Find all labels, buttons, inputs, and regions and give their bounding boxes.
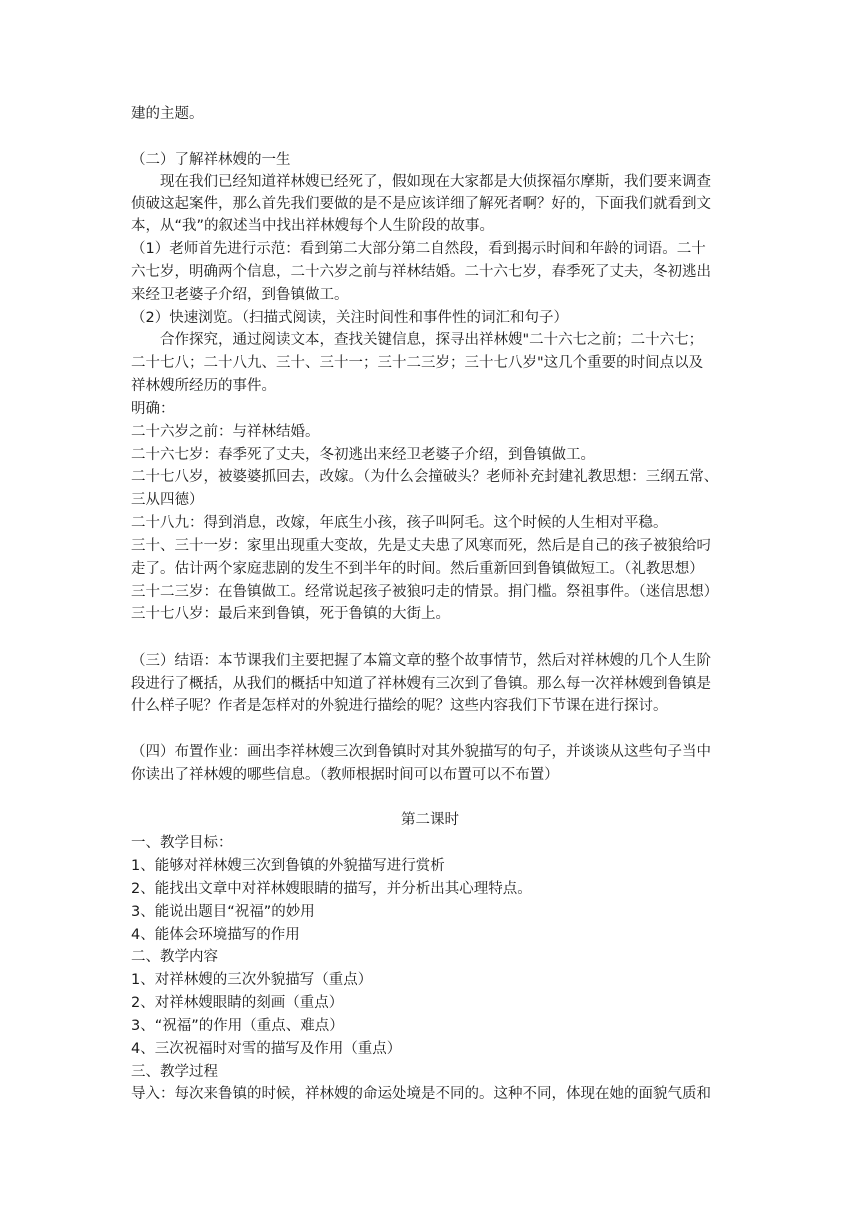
text-line: 三十二三岁：在鲁镇做工。经常说起孩子被狼叼走的情景。捐门槛。祭祖事件。（迷信思想） xyxy=(131,584,719,600)
section-heading: （二）了解祥林嫂的一生 xyxy=(131,152,291,168)
text-line: 来经卫老婆子介绍，到鲁镇做工。 xyxy=(131,287,349,303)
text-line: 1、对祥林嫂的三次外貌描写（重点） xyxy=(131,972,373,988)
text-line: 2、对祥林嫂眼睛的刻画（重点） xyxy=(131,995,344,1011)
text-line: 二十八九：得到消息，改嫁，年底生小孩，孩子叫阿毛。这个时候的人生相对平稳。 xyxy=(131,515,668,531)
text-line: 段进行了概括，从我们的概括中知道了祥林嫂有三次到了鲁镇。那么每一次祥林嫂到鲁镇是 xyxy=(131,676,711,692)
text-line: 二十七八；二十八九、三十、三十一；三十二三岁；三十七八岁"这几个重要的时间点以及 xyxy=(131,355,704,371)
lesson-title: 第二课时 xyxy=(401,812,459,828)
section-heading: （三）结语：本节课我们主要把握了本篇文章的整个故事情节，然后对祥林嫂的几个人生阶 xyxy=(131,653,711,669)
text-line: （1）老师首先进行示范：看到第二大部分第二自然段，看到揭示时间和年龄的词语。二十 xyxy=(131,241,706,257)
text-line: 什么样子呢？作者是怎样对的外貌进行描绘的呢？这些内容我们下节课在进行探讨。 xyxy=(131,698,668,714)
text-line: 三、教学过程 xyxy=(131,1064,218,1080)
text-line: 三十七八岁：最后来到鲁镇，死于鲁镇的大街上。 xyxy=(131,606,450,622)
text-line: 三从四德） xyxy=(131,492,204,508)
text-line: 你读出了祥林嫂的哪些信息。（教师根据时间可以布置可以不布置） xyxy=(131,767,559,783)
text-line: 六七岁，明确两个信息，二十六岁之前与祥林结婚。二十六七岁，春季死了丈夫，冬初逃出 xyxy=(131,264,711,280)
text-line: 二、教学内容 xyxy=(131,949,218,965)
text-line: 1、能够对祥林嫂三次到鲁镇的外貌描写进行赏析 xyxy=(131,858,445,874)
text-line: （2）快速浏览。（扫描式阅读，关注时间性和事件性的词汇和句子） xyxy=(131,310,568,326)
text-line: 本，从“我”的叙述当中找出祥林嫂每个人生阶段的故事。 xyxy=(131,218,495,234)
text-line: 现在我们已经知道祥林嫂已经死了，假如现在大家都是大侦探福尔摩斯，我们要来调查 xyxy=(131,174,711,190)
text-line: 4、三次祝福时对雪的描写及作用（重点） xyxy=(131,1041,402,1057)
section-heading: （四）布置作业：画出李祥林嫂三次到鲁镇时对其外貌描写的句子，并谈谈从这些句子当中 xyxy=(131,744,711,760)
text-line: 建的主题。 xyxy=(131,106,204,122)
text-line: 一、教学目标： xyxy=(131,835,233,851)
text-line: 4、能体会环境描写的作用 xyxy=(131,927,300,943)
text-line: 导入：每次来鲁镇的时候，祥林嫂的命运处境是不同的。这种不同，体现在她的面貌气质和 xyxy=(131,1086,711,1102)
text-line: 二十七八岁，被婆婆抓回去，改嫁。（为什么会撞破头？老师补充封建礼教思想：三纲五常、 xyxy=(131,469,719,485)
text-line: 3、“祝福”的作用（重点、难点） xyxy=(131,1018,344,1034)
text-line: 3、能说出题目“祝福”的妙用 xyxy=(131,904,315,920)
text-line: 三十、三十一岁：家里出现重大变故，先是丈夫患了风寒而死，然后是自己的孩子被狼给叼 xyxy=(131,538,711,554)
text-line: 走了。估计两个家庭悲剧的发生不到半年的时间。然后重新回到鲁镇做短工。（礼教思想） xyxy=(131,561,704,577)
text-line: 祥林嫂所经历的事件。 xyxy=(131,378,276,394)
text-line: 侦破这起案件，那么首先我们要做的是不是应该详细了解死者啊？好的，下面我们就看到文 xyxy=(131,196,711,212)
text-line: 二十六岁之前：与祥林结婚。 xyxy=(131,424,320,440)
text-line: 合作探究，通过阅读文本，查找关键信息，探寻出祥林嫂"二十六七之前；二十六七； xyxy=(131,332,704,348)
text-line: 明确： xyxy=(131,401,175,417)
text-line: 二十六七岁：春季死了丈夫，冬初逃出来经卫老婆子介绍，到鲁镇做工。 xyxy=(131,447,595,463)
text-line: 2、能找出文章中对祥林嫂眼睛的描写，并分析出其心理特点。 xyxy=(131,881,532,897)
